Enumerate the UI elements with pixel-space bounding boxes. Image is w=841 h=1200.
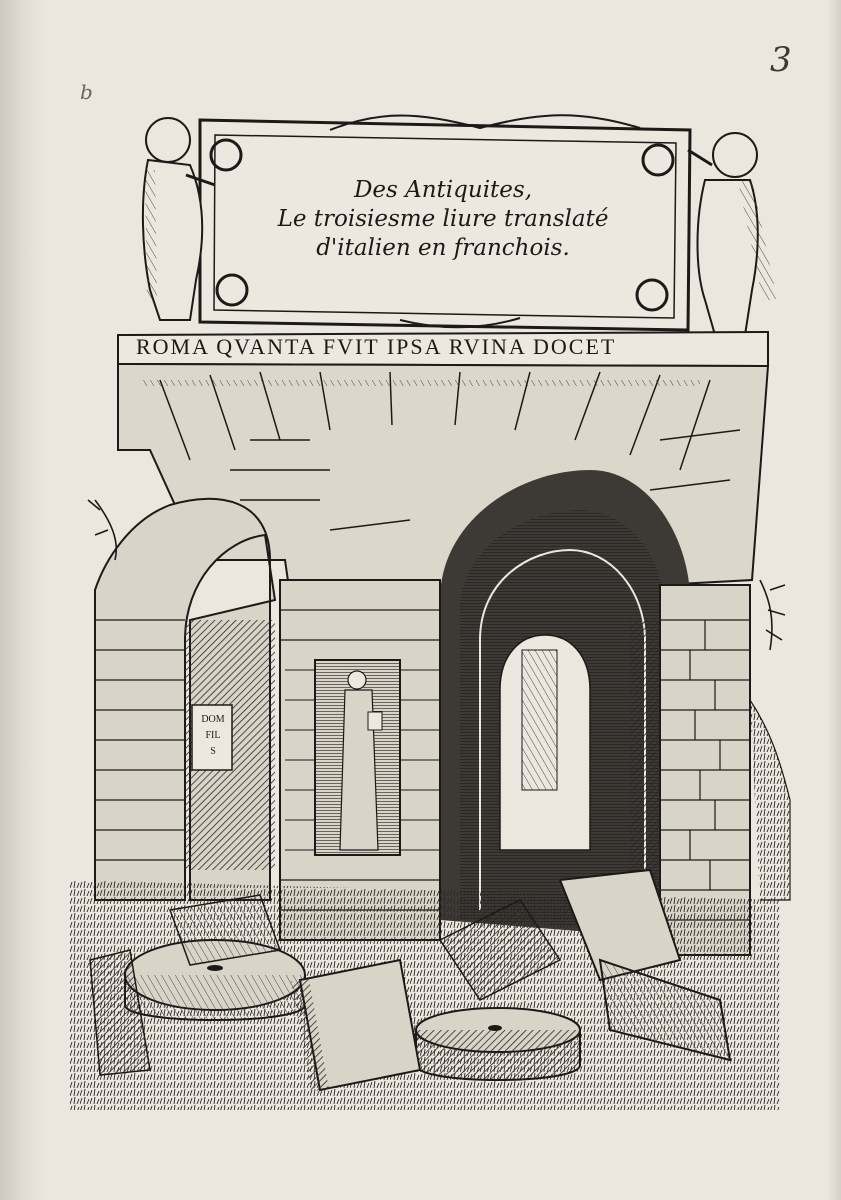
inscription-line-1: DOM — [201, 714, 225, 725]
margin-note: b — [80, 80, 93, 104]
title-line-3: d'italien en franchois. — [316, 235, 570, 261]
title-line-1: Des Antiquites, — [353, 177, 533, 203]
cartouche-title — [248, 176, 638, 263]
title-line-2: Le troisiesme liure translaté — [277, 206, 609, 232]
inscription-line-3: S — [210, 746, 216, 757]
tablet-inscription — [194, 712, 232, 760]
ruined-arch-illustration — [70, 364, 790, 1110]
motto-text: ROMA QVANTA FVIT IPSA RVINA DOCET — [136, 334, 617, 359]
page-number: 3 — [770, 40, 792, 80]
inscription-line-2: FIL — [205, 730, 221, 741]
putto-right-figure — [688, 133, 770, 335]
